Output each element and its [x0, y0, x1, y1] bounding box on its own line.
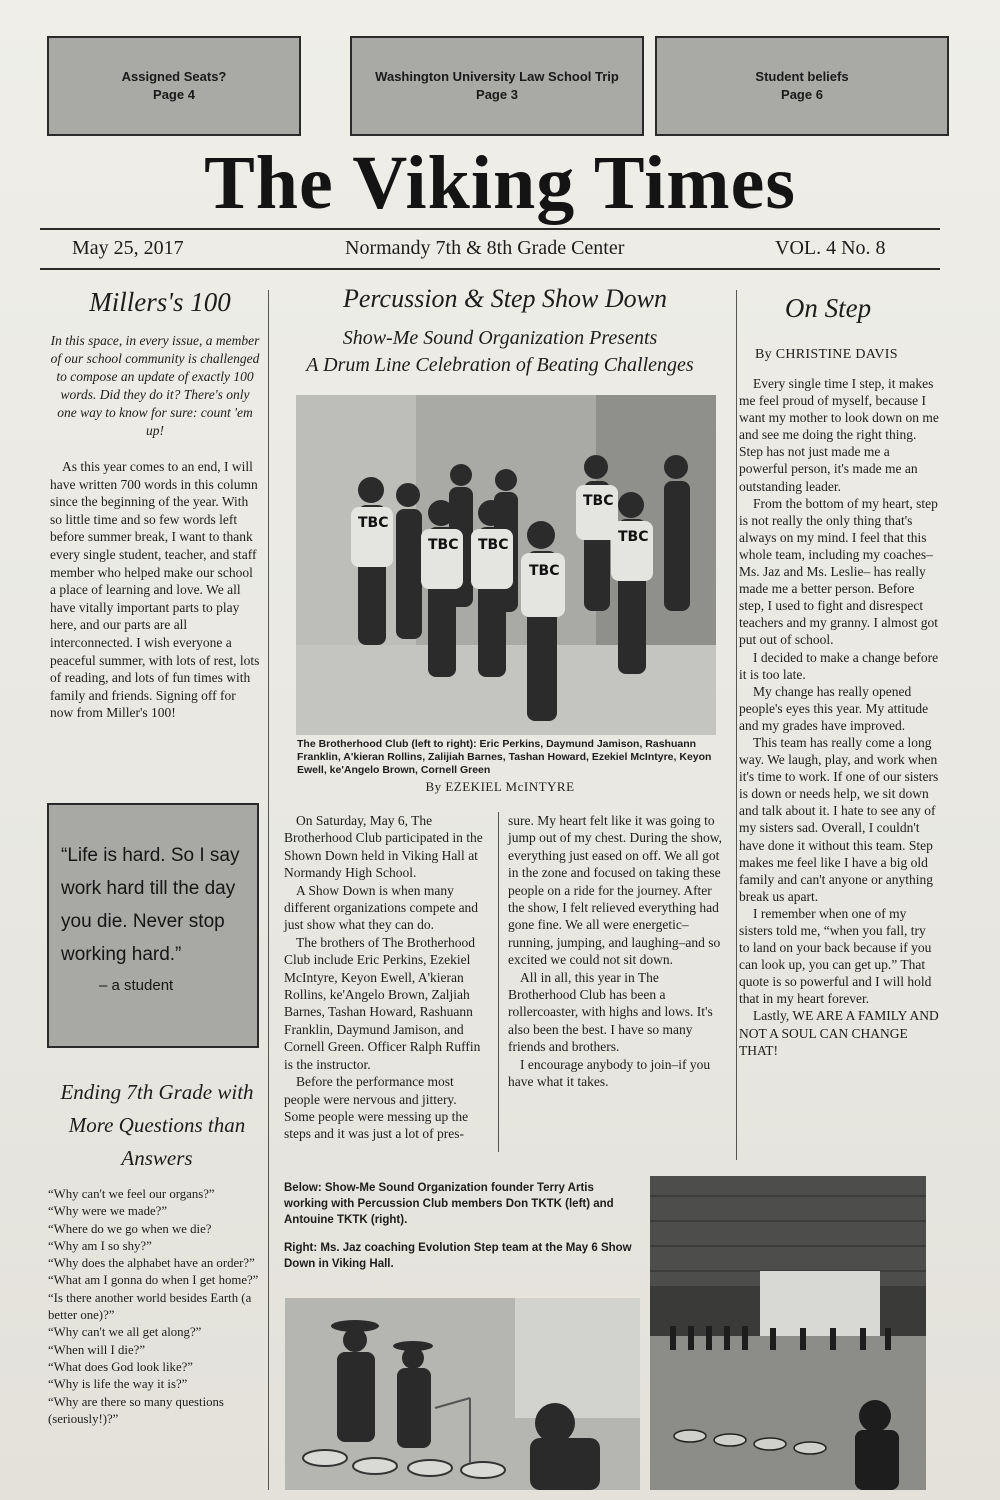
brotherhood-club-photo — [296, 395, 716, 735]
drumline-illustration — [285, 1298, 640, 1490]
list-item: “When will I die?” — [48, 1342, 145, 1357]
list-item: “Why can't we feel our organs?” — [48, 1187, 215, 1201]
teaser-title: Assigned Seats? — [121, 69, 227, 84]
step-team-illustration — [650, 1176, 926, 1490]
teaser-title: Washington University Law School Trip — [375, 69, 619, 84]
percussion-subhead-2: A Drum Line Celebration of Beating Challenges — [306, 354, 694, 376]
on-step-heading: On Step — [784, 293, 872, 323]
step-team-photo — [650, 1176, 926, 1490]
millers-100-heading: Millers's 100 — [89, 287, 231, 317]
list-item: “What does God look like?” — [48, 1359, 193, 1374]
tbc-shirt-label: TBC — [529, 563, 560, 579]
story-paragraph: A Show Down is when many different organizations compete and just show what they can do. — [284, 882, 479, 933]
masthead-rule-top — [40, 228, 940, 230]
list-item: “What am I gonna do when I get home?” — [48, 1273, 259, 1288]
story-paragraph: I decided to make a change before it is too late. — [739, 649, 939, 682]
story-paragraph: Lastly, WE ARE A FAMILY AND NOT A SOUL CAN CHANGE THAT! — [739, 1008, 939, 1058]
story-paragraph: My change has really opened people's eyes this year. My attitude and my grades have improved. — [739, 683, 929, 733]
issue-date: May 25, 2017 — [72, 237, 184, 259]
quote-text: “Life is hard. So I say work hard till the day you die. Never stop working hard.” — [61, 845, 240, 965]
drumline-photo — [285, 1298, 640, 1490]
story-paragraph: Every single time I step, it makes me feel proud of myself, because I want my mother to look down on me and see me doing the right thing. Step has not just made me a powerful person, it's made me an outstanding leader. — [739, 376, 939, 494]
quote-attribution: – a student — [99, 977, 174, 994]
masthead-title: The Viking Times — [204, 141, 796, 225]
teaser-page: Page 3 — [476, 87, 518, 102]
millers-100-intro: In this space, in every issue, a member of our school community is challenged to compose an update of exactly 100 words. Did they do it? There's only one way to know for sure: count 'em up! — [50, 333, 260, 438]
ending-7th-grade-heading: Ending 7th Grade with More Questions than Answers — [60, 1080, 254, 1170]
column-divider-story — [498, 812, 499, 1152]
percussion-story-column-1 — [284, 812, 489, 1143]
teaser-assigned-seats[interactable] — [47, 36, 301, 136]
masthead-rule-bottom — [40, 268, 940, 270]
story-paragraph: I remember when one of my sisters told me, “when you fall, try to land on your back because if you can look up, you can get up.” That quote is so powerful and I will hold that in my heart forever. — [739, 905, 932, 1007]
list-item: “Why are there so many questions (seriously!)?” — [48, 1394, 224, 1426]
questions-list — [48, 1186, 263, 1428]
column-divider-left — [268, 290, 269, 1490]
tbc-shirt-label: TBC — [618, 529, 649, 545]
school-name: Normandy 7th & 8th Grade Center — [345, 237, 625, 259]
brotherhood-photo-caption: The Brotherhood Club (left to right): Eric Perkins, Daymund Jamison, Rashuann Franklin, A'kieran Rollins, Zalijiah Barnes, Tashan Howard, Ezekiel McIntyre, Keyon Ewell, ke'Angelo Brown, Cornell Green — [297, 738, 712, 776]
on-step-story — [739, 375, 939, 1059]
list-item: “Why does the alphabet have an order?” — [48, 1256, 255, 1271]
list-item: “Where do we go when we die? — [48, 1221, 212, 1236]
teaser-law-school-trip[interactable] — [350, 36, 644, 136]
bottom-photos-caption — [284, 1180, 634, 1284]
story-paragraph: I encourage anybody to join–if you have what it takes. — [508, 1056, 711, 1090]
percussion-byline: By EZEKIEL McINTYRE — [425, 779, 575, 794]
millers-100-body: As this year comes to an end, I will have written 700 words in this column since the beginning of the year. With so little time and so few words left before summer break, I want to thank every single student, teacher, and staff member who helped make our school a place of learning and love. We all have vitally important parts to play here, and our parts are all interconnected. I wish everyone a peaceful summer, with lots of rest, lots of reading, and lots of fun times with family and friends. Signing off for now from Miller's 100! — [50, 459, 260, 721]
caption-right: Right: Ms. Jaz coaching Evolution Step team at the May 6 Show Down in Viking Hall. — [284, 1242, 632, 1270]
list-item: “Why is life the way it is?” — [48, 1377, 188, 1392]
story-paragraph: Before the performance most people were nervous and jittery. Some people were messing up the steps and it was just a lot of pres- — [284, 1074, 469, 1142]
story-paragraph: The brothers of The Brotherhood Club include Eric Perkins, Ezekiel McIntyre, Keyon Ewell, A'kieran Rollins, ke'Angelo Brown, Zaljiah Barnes, Tashan Howard, Rashuann Franklin, Daymund Jamison, and Cornell Green. Officer Ralph Ruffin is the instructor. — [284, 934, 481, 1072]
teaser-page: Page 6 — [781, 87, 823, 102]
tbc-shirt-label: TBC — [358, 515, 389, 531]
story-paragraph: sure. My heart felt like it was going to jump out of my chest. During the show, everything just eased on off. We all got in the zone and focused on taking these people on a ride for the journey. After the show, I felt relieved everything had gone fine. We all were energetic–running, jumping, and laughing–and so excited we could not sit down. — [508, 813, 722, 968]
column-divider-right — [736, 290, 737, 1160]
tbc-shirt-label: TBC — [478, 537, 509, 553]
percussion-subhead-1: Show-Me Sound Organization Presents — [342, 327, 658, 349]
tbc-shirt-label: TBC — [583, 493, 614, 509]
on-step-byline: By CHRISTINE DAVIS — [755, 347, 898, 362]
teaser-student-beliefs[interactable] — [655, 36, 949, 136]
list-item: “Is there another world besides Earth (a better one)?” — [48, 1290, 252, 1323]
story-paragraph: This team has really come a long way. We laugh, play, and work when it's time to work. If one of our sisters is down or needs help, we sit down and talk about it. I hate to see any of my sisters sad. Overall, I couldn't have done it without this team. Step makes me feel like I have a big old family and can't anyone or anything break us apart. — [739, 734, 939, 904]
story-paragraph: From the bottom of my heart, step is not really the only thing that's always on my mind. I feel that this whole team, including my coaches–Ms. Jaz and Ms. Leslie– has really made me a better person. Before step, I used to fight and disrespect teachers and my granny. I almost got put out of school. — [739, 495, 938, 648]
story-paragraph: On Saturday, May 6, The Brotherhood Club participated in the Shown Down held in Viking Hall at Normandy High School. — [284, 813, 483, 881]
teaser-title: Student beliefs — [755, 69, 849, 84]
teaser-page: Page 4 — [153, 87, 195, 102]
list-item: “Why can't we all get along?” — [48, 1325, 202, 1340]
story-paragraph: All in all, this year in The Brotherhood Club has been a rollercoaster, with highs and lows. It's also been the best. I have so many friends and brothers. — [508, 969, 713, 1055]
caption-below: Below: Show-Me Sound Organization founder Terry Artis working with Percussion Club members Don TKTK (left) and Antouine TKTK (right). — [284, 1182, 614, 1226]
brotherhood-club-illustration — [296, 395, 716, 735]
tbc-shirt-label: TBC — [428, 537, 459, 553]
percussion-story-column-2 — [508, 812, 723, 1091]
list-item: “Why were we made?” — [48, 1204, 168, 1219]
volume-number: VOL. 4 No. 8 — [775, 237, 886, 259]
student-quote-box — [47, 803, 259, 1048]
percussion-headline: Percussion & Step Show Down — [342, 284, 668, 313]
list-item: “Why am I so shy?” — [48, 1238, 152, 1253]
